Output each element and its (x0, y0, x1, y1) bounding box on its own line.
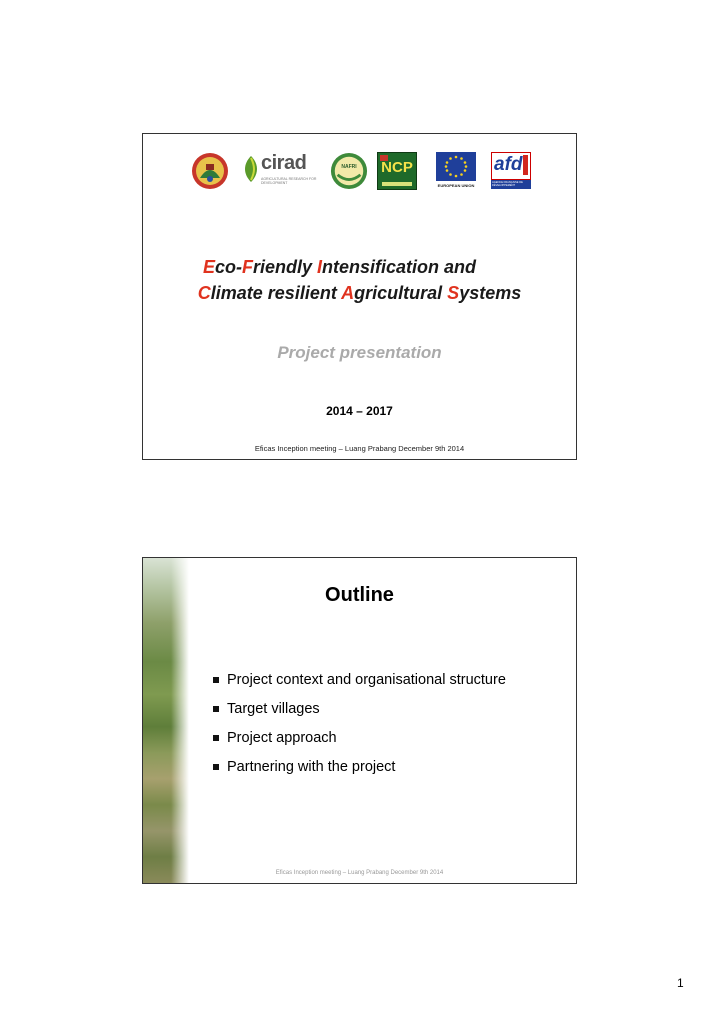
cirad-name: cirad (261, 152, 307, 174)
title-text: gricultural (354, 283, 448, 303)
title-initial: I (317, 257, 323, 277)
ncp-logo (377, 152, 417, 190)
eu-label: EUROPEAN UNION (437, 183, 475, 188)
afd-bar (523, 155, 528, 175)
page-number: 1 (677, 976, 684, 990)
project-years: 2014 – 2017 (326, 404, 393, 418)
slide-footer: Eficas Inception meeting – Luang Prabang December 9th 2014 (275, 870, 444, 876)
list-item: Partnering with the project (213, 753, 506, 782)
outline-list (213, 666, 506, 782)
slide-title (143, 254, 576, 306)
afd-logo (491, 152, 531, 190)
nafri-text: NAFRI (341, 164, 357, 170)
cirad-tagline: AGRICULTURAL RESEARCH FOR DEVELOPMENT (261, 177, 317, 185)
outline-title: Outline (325, 584, 394, 606)
title-text: ntensification and (322, 257, 477, 277)
leaf-icon (243, 156, 259, 182)
list-item: Target villages (213, 695, 506, 724)
ncp-banner (382, 182, 412, 186)
title-line-1 (103, 254, 576, 280)
afd-tagline: AGENCE FRANÇAISE DE DÉVELOPPEMENT (491, 180, 531, 189)
title-initial: F (241, 257, 253, 277)
title-text: ystems (459, 283, 522, 303)
ncp-text: NCP (381, 159, 413, 176)
title-text: limate resilient (210, 283, 342, 303)
cirad-logo (243, 152, 315, 190)
list-item: Project context and organisational structure (213, 666, 506, 695)
partner-logos (191, 152, 531, 192)
list-item: Project approach (213, 724, 506, 753)
eu-logo (434, 152, 478, 190)
title-text: co- (214, 257, 242, 277)
afd-name: afd (494, 154, 523, 175)
slide-2 (142, 557, 577, 884)
eu-flag-icon (436, 152, 476, 181)
title-initial: S (447, 283, 460, 303)
nafri-logo (329, 152, 369, 190)
title-initial: E (202, 257, 215, 277)
slide-subtitle: Project presentation (277, 343, 442, 362)
slide-1 (142, 133, 577, 460)
lao-emblem-logo (191, 152, 229, 190)
title-initial: C (197, 283, 211, 303)
title-initial: A (341, 283, 355, 303)
title-line-2 (198, 283, 521, 303)
title-text: riendly (252, 257, 317, 277)
slide-footer: Eficas Inception meeting – Luang Prabang December 9th 2014 (254, 444, 465, 453)
